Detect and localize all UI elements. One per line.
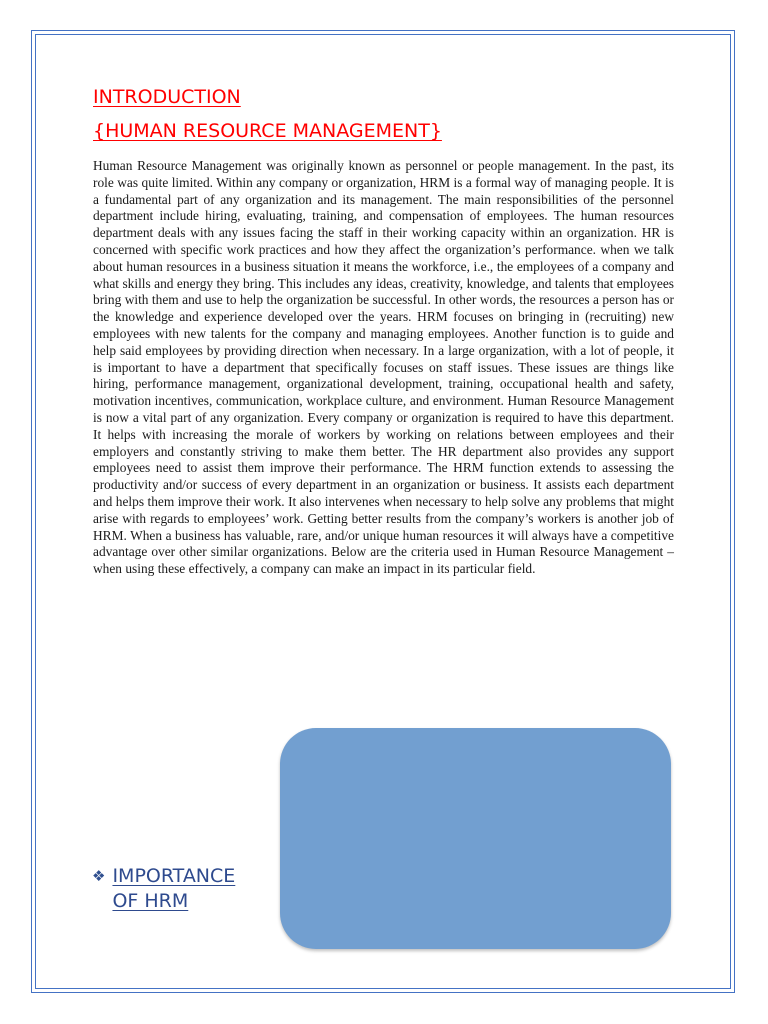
rounded-rectangle-shape [280, 728, 671, 949]
bullet-line-2: OF HRM [112, 890, 189, 912]
introduction-heading: INTRODUCTION [93, 86, 241, 108]
importance-bullet [92, 864, 262, 914]
importance-of-hrm-label [112, 864, 262, 914]
hrm-subtitle-heading: {HUMAN RESOURCE MANAGEMENT} [93, 120, 442, 142]
bullet-line-1: IMPORTANCE [112, 865, 236, 887]
diamond-bullet-icon: ❖ [92, 867, 106, 885]
introduction-paragraph: Human Resource Management was originally known as personnel or people management. In the past, its role was quite limited. Within any company or organization, HRM is a formal way of managing people. It is a fundamental part of any organization and its management. The main responsibilities of the personnel department include hiring, evaluating, training, and compensation of employees. The human resources department deals with any issues facing the staff in their working capacity within an organization. HR is concerned with specific work practices and how they affect the organization’s performance. when we talk about human resources in a business situation it means the workforce, i.e., the employees of a company and what skills and energy they bring. This includes any ideas, creativity, knowledge, and talents that employees bring with them and use to help the organization be successful. In other words, the resources a person has or the knowledge and experience developed over the years. HRM focuses on bringing in (recruiting) new employees with new talents for the company and managing employees. Another function is to guide and help said employees by providing direction when necessary. In a large organization, with a lot of people, it is important to have a department that specifically focuses on staff issues. These issues are things like hiring, performance management, organizational development, training, occupational health and safety, motivation incentives, communication, workplace culture, and environment. Human Resource Management is now a vital part of any organization. Every company or organization is required to have this department. It helps with increasing the morale of workers by working on relations between employees and their employers and constantly striving to make them better. The HR department also provides any support employees need to assist them improve their performance. The HRM function extends to assessing the productivity and/or success of every department in an organization or business. It assists each department and helps them improve their work. It also intervenes when necessary to help solve any problems that might arise with regards to employees’ work. Getting better results from the company’s workers is another job of HRM. When a business has valuable, rare, and/or unique human resources it will always have a competitive advantage over other similar organizations. Below are the criteria used in Human Resource Management – when using these effectively, a company can make an impact in its particular field. [93, 158, 674, 577]
